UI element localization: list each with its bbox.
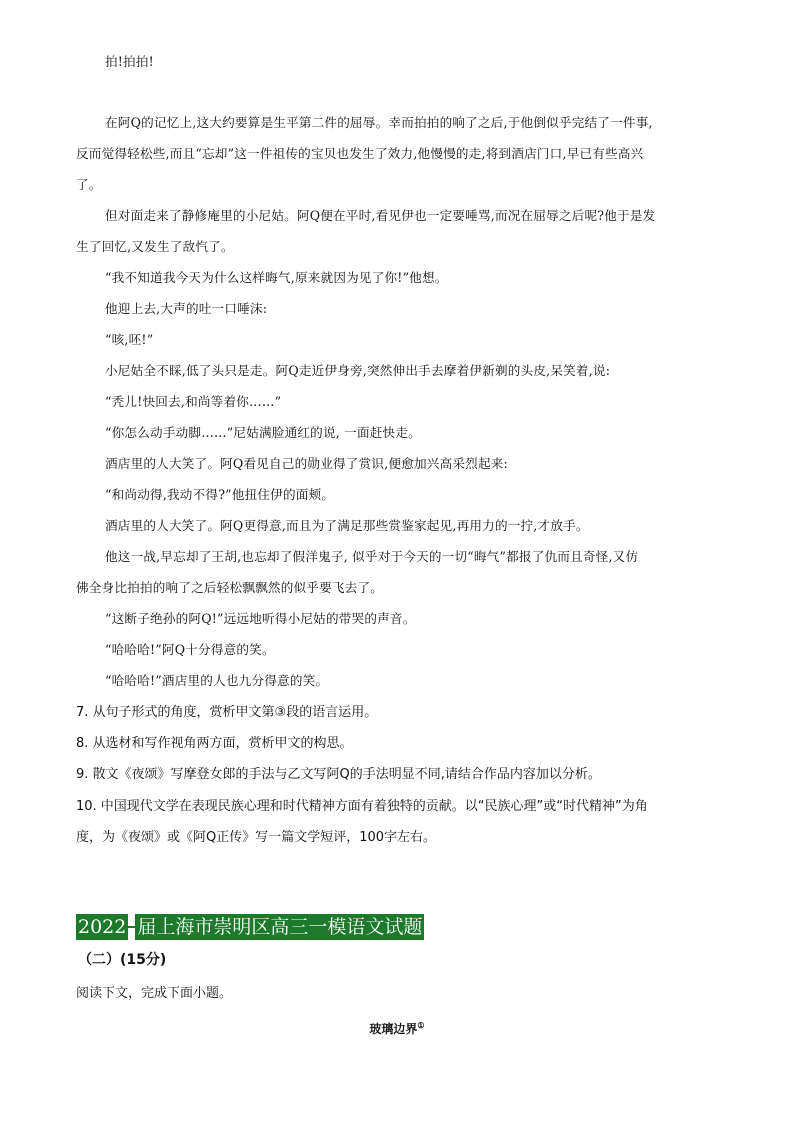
excerpt-line: 小尼姑全不睬,低了头只是走。阿Q走近伊身旁,突然伸出手去摩着伊新剃的头皮,呆笑着,说: [105,363,611,378]
excerpt-line: “哈哈哈!”酒店里的人也九分得意的笑。 [105,673,329,688]
reading-instruction: 阅读下文，完成下面小题。 [76,986,233,1001]
excerpt-line: “我不知道我今天为什么这样晦气,原来就因为见了你!”他想。 [105,270,448,285]
excerpt-line: “哈哈哈!”阿Q十分得意的笑。 [105,642,275,657]
part-heading: （二）(15分) [78,952,167,968]
excerpt-line: 反而觉得轻松些,而且“忘却”这一件祖传的宝贝也发生了效力,他慢慢的走,将到酒店门口,早已有些高兴 [76,146,644,161]
excerpt-line: “你怎么动手动脚……”尼姑满脸通红的说, 一面赶快走。 [105,425,421,440]
excerpt-line: “咳,呸!” [105,332,154,347]
excerpt-line: 佛全身比拍拍的响了之后轻松飘飘然的似乎要飞去了。 [76,580,384,595]
excerpt-line: 酒店里的人大笑了。阿Q更得意,而且为了满足那些赏鉴家起见,再用力的一拧,才放手。 [105,518,589,533]
question-8: 8. 从选材和写作视角两方面，赏析甲文的构思。 [76,736,353,751]
excerpt-line: 了。 [76,177,102,192]
excerpt-line: 但对面走来了静修庵里的小尼姑。阿Q便在平时,看见伊也一定要唾骂,而况在屈辱之后呢?他于是发 [105,208,656,223]
exam-title-text: 届上海市崇明区高三一模语文试题 [137,916,423,938]
article-title [0,1020,794,1037]
excerpt-line: 酒店里的人大笑了。阿Q看见自己的勋业得了赏识,便愈加兴高采烈起来: [105,456,508,471]
article-title-footnote-mark: ① [417,1020,425,1030]
question-10-continued: 度，为《夜颂》或《阿Q正传》写一篇文学短评，100字左右。 [76,830,437,845]
exam-section-title [76,914,424,940]
excerpt-line: 拍!拍拍! [105,54,154,69]
question-7: 7. 从句子形式的角度，赏析甲文第③段的语言运用。 [76,705,378,720]
exam-title-year: 2022 [78,916,127,938]
article-title-text: 玻璃边界 [369,1022,418,1036]
excerpt-line: 在阿Q的记忆上,这大约要算是生平第二件的屈辱。幸而拍拍的响了之后,于他倒似乎完结了一件事, [105,115,653,130]
excerpt-line: “秃儿!快回去,和尚等着你……” [105,394,282,409]
question-10: 10. 中国现代文学在表现民族心理和时代精神方面有着独特的贡献。以“民族心理”或“时代精神”为角 [76,799,648,814]
excerpt-line: 他迎上去,大声的吐一口唾沫: [105,301,268,316]
excerpt-line: “这断子绝孙的阿Q!”远远地听得小尼姑的带哭的声音。 [105,611,416,626]
excerpt-line: 他这一战,早忘却了王胡,也忘却了假洋鬼子, 似乎对于今天的一切“晦气”都报了仇而且奇怪,又仿 [105,549,639,564]
excerpt-line: “和尚动得,我动不得?”他扭住伊的面颊。 [105,487,335,502]
excerpt-line: 生了回忆,又发生了敌忾了。 [76,239,234,254]
question-9: 9. 散文《夜颂》写摩登女郎的手法与乙文写阿Q的手法明显不同,请结合作品内容加以分析。 [76,767,601,782]
